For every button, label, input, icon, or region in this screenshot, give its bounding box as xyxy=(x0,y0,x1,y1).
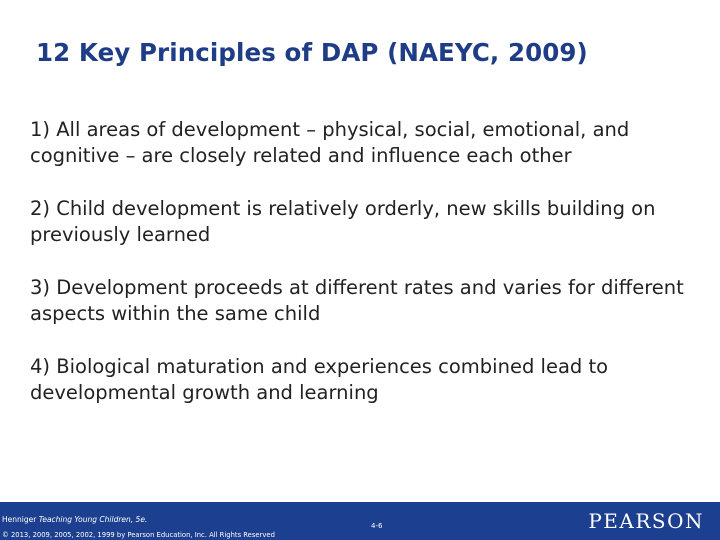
book-author: Henniger xyxy=(2,515,39,524)
principle-item: 4) Biological maturation and experiences combined lead to developmental growth and learning xyxy=(30,355,609,404)
footer-bar xyxy=(0,502,720,540)
pearson-logo: PEARSON xyxy=(588,509,704,533)
principle-item: 1) All areas of development – physical, social, emotional, and cognitive – are closely related and influence each other xyxy=(30,118,630,167)
principle-item: 2) Child development is relatively orderly, new skills building on previously learned xyxy=(30,197,656,246)
book-title: Teaching Young Children, 5e. xyxy=(38,515,148,524)
slide-title: 12 Key Principles of DAP (NAEYC, 2009) xyxy=(36,38,588,67)
book-citation xyxy=(2,515,147,524)
copyright-notice: © 2013, 2009, 2005, 2002, 1999 by Pearson Education, Inc. All Rights Reserved xyxy=(2,531,275,539)
page-number: 4-6 xyxy=(371,522,383,530)
principles-list xyxy=(30,117,690,433)
principle-item: 3) Development proceeds at different rates and varies for different aspects within the same child xyxy=(30,276,684,325)
